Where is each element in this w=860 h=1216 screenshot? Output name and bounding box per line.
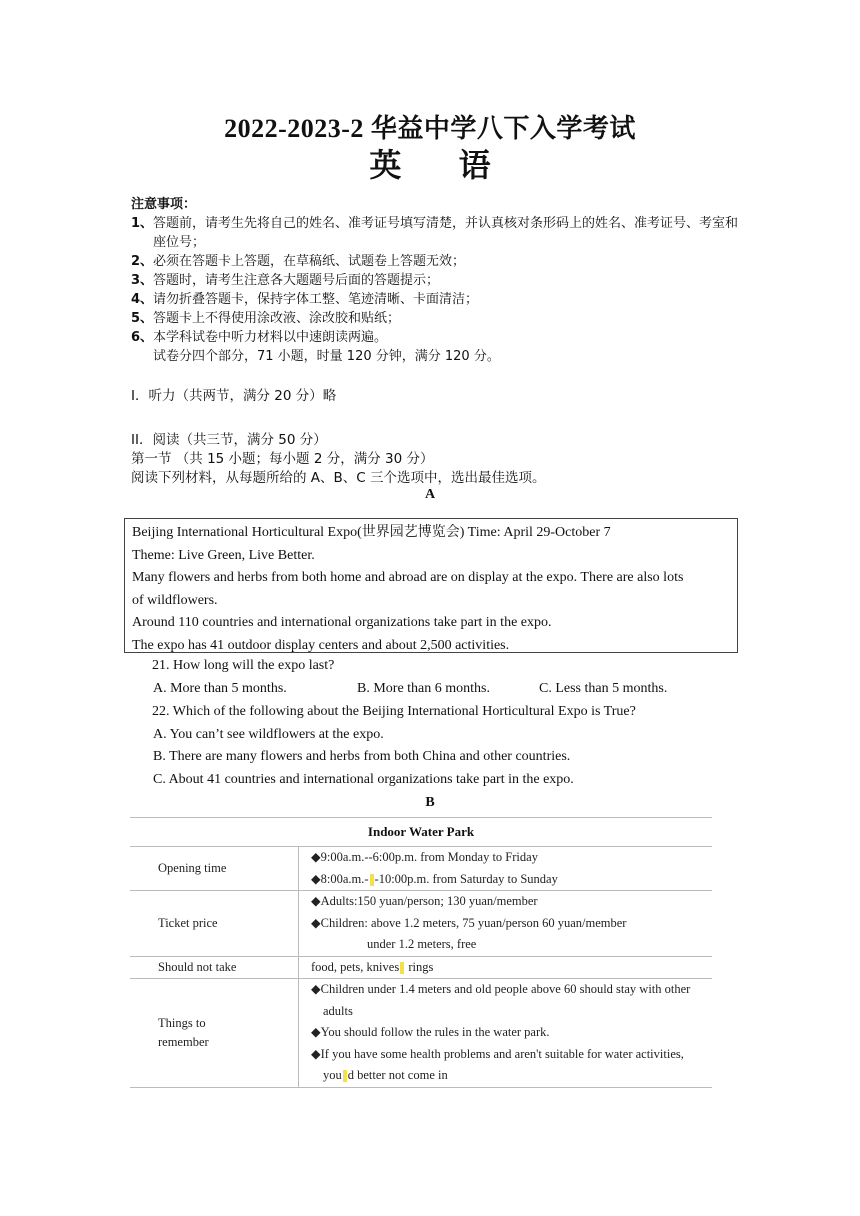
opening-line xyxy=(311,869,712,891)
highlight-mark xyxy=(370,874,374,886)
passage-a-label: A xyxy=(424,487,436,502)
opening-weekend-start: ◆8:00a.m.- xyxy=(311,871,369,886)
notice-item xyxy=(131,252,741,271)
highlight-mark xyxy=(400,962,404,974)
notice-item xyxy=(131,214,741,252)
passage-a-line: The expo has 41 outdoor display centers and about 2,500 activities. xyxy=(132,637,510,653)
notice-item xyxy=(131,309,741,328)
ticket-line: under 1.2 meters, free xyxy=(367,937,477,951)
notice-item-text: 请勿折叠答题卡，保持字体工整、笔迹清晰、卡面清洁； xyxy=(153,292,479,307)
label-line: remember xyxy=(158,1034,209,1049)
ticket-line: ◆Adults:150 yuan/person; 130 yuan/member xyxy=(311,894,538,908)
question-21-option-b: B. More than 6 months. xyxy=(357,681,490,696)
question-21-stem: 21. How long will the expo last? xyxy=(152,658,335,673)
label-line: Things to xyxy=(158,1015,206,1030)
passage-b-label: B xyxy=(425,795,435,810)
table-title-row xyxy=(130,818,712,847)
row-label-should-not-take: Should not take xyxy=(130,956,299,979)
table-title: Indoor Water Park xyxy=(130,818,712,847)
remember-line: ◆Children under 1.4 meters and old people above 60 should stay with other xyxy=(311,982,691,996)
ticket-line: ◆Children: above 1.2 meters, 75 yuan/person 60 yuan/member xyxy=(311,915,627,930)
passage-a-line: Around 110 countries and international organizations take part in the expo. xyxy=(132,615,552,631)
should-not-take-items: food, pets, knives xyxy=(311,959,400,974)
remember-line: ◆If you have some health problems and aren't suitable for water activities, xyxy=(311,1046,684,1061)
highlight-mark xyxy=(343,1070,347,1082)
question-21-option-c: C. Less than 5 months. xyxy=(539,681,668,696)
remember-text: you xyxy=(323,1068,342,1082)
exam-info: 试卷分四个部分，71 小题，时量 120 分钟，满分 120 分。 xyxy=(153,349,500,364)
notice-item-num: 3、 xyxy=(131,273,154,288)
passage-a-line: Beijing International Horticultural Expo(世界园艺博览会) Time: April 29-October 7 xyxy=(132,525,611,540)
table-row xyxy=(130,847,712,891)
should-not-take-items-rest: rings xyxy=(405,959,434,974)
passage-a-line: Theme: Live Green, Live Better. xyxy=(132,547,315,563)
question-21-option-a: A. More than 5 months. xyxy=(153,681,287,696)
question-22-option-c: C. About 41 countries and international organizations take part in the expo. xyxy=(153,772,574,787)
part-one-heading: 第一节 （共 15 小题；每小题 2 分，满分 30 分） xyxy=(131,451,434,467)
passage-a-line: of wildflowers. xyxy=(132,592,218,608)
row-label-things-to-remember xyxy=(130,979,299,1088)
notice-item-text: 必须在答题卡上答题，在草稿纸、试题卷上答题无效； xyxy=(153,254,466,269)
reading-section: II．阅读（共三节，满分 50 分） xyxy=(131,432,327,448)
remember-line: ◆You should follow the rules in the water park. xyxy=(311,1025,550,1039)
remember-line: adults xyxy=(323,1003,353,1018)
notice-item xyxy=(131,271,741,290)
notice-item-text: 答题时，请考生注意各大题题号后面的答题提示； xyxy=(153,273,440,288)
notice-item-num: 6、 xyxy=(131,330,154,345)
reading-instruction: 阅读下列材料，从每题所给的 A、B、C 三个选项中，选出最佳选项。 xyxy=(131,470,546,486)
table-row xyxy=(130,979,712,1088)
notice-item-num: 4、 xyxy=(131,292,154,307)
opening-weekend-end: -10:00p.m. from Saturday to Sunday xyxy=(374,871,558,886)
question-22-stem: 22. Which of the following about the Beijing International Horticultural Expo is True? xyxy=(152,704,636,719)
row-content-ticket xyxy=(299,891,713,957)
notice-item-num: 2、 xyxy=(131,254,154,269)
remember-text: d better not come in xyxy=(347,1068,448,1082)
row-content-things-to-remember xyxy=(299,979,713,1088)
subject-title: 英 语 xyxy=(369,146,491,184)
row-label-ticket: Ticket price xyxy=(130,891,299,957)
opening-line: ◆9:00a.m.--6:00p.m. from Monday to Friday xyxy=(311,850,538,864)
notice-item-text: 答题卡上不得使用涂改液、涂改胶和贴纸； xyxy=(153,311,401,326)
question-22-option-a: A. You can’t see wildflowers at the expo. xyxy=(153,727,384,742)
notice-item xyxy=(131,328,741,347)
passage-a-box xyxy=(124,518,738,653)
table-row xyxy=(130,956,712,979)
question-22-option-b: B. There are many flowers and herbs from both China and other countries. xyxy=(153,749,571,764)
passage-a-line: Many flowers and herbs from both home and abroad are on display at the expo. There are also lots xyxy=(132,570,684,586)
notice-item xyxy=(131,290,741,309)
notice-item-num: 1、 xyxy=(131,216,154,231)
remember-line xyxy=(311,1065,712,1087)
row-label-opening: Opening time xyxy=(130,847,299,891)
notice-block xyxy=(131,195,741,366)
exam-title: 2022-2023-2 华益中学八下入学考试 xyxy=(224,114,636,143)
notice-item-text: 本学科试卷中听力材料以中速朗读两遍。 xyxy=(153,330,388,345)
water-park-table xyxy=(130,817,712,1088)
notice-item-num: 5、 xyxy=(131,311,154,326)
notice-item-text: 答题前，请考生先将自己的姓名、准考证号填写清楚，并认真核对条形码上的姓名、准考证号、考室和座位号； xyxy=(153,216,739,250)
listening-section: I．听力（共两节，满分 20 分）略 xyxy=(131,388,337,404)
table-row xyxy=(130,891,712,957)
row-content-should-not-take xyxy=(299,956,713,979)
notice-heading: 注意事项： xyxy=(131,197,197,212)
row-content-opening xyxy=(299,847,713,891)
